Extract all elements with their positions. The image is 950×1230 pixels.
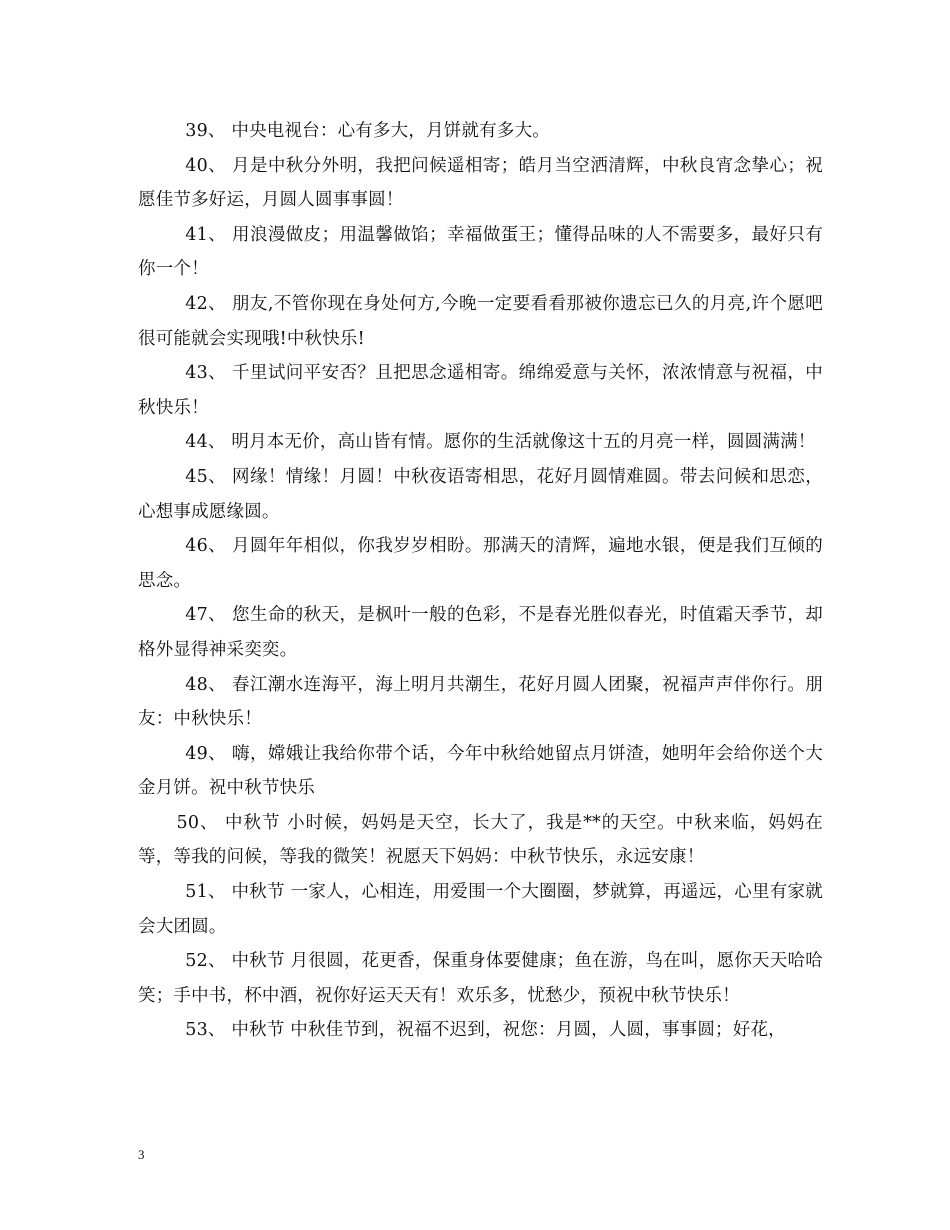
- paragraph-51: 51、 中秋节 一家人，心相连，用爱围一个大圈圈，梦就算，再遥远，心里有家就会大团圆。: [138, 882, 823, 937]
- page-number: 3: [138, 1147, 145, 1162]
- paragraph-45: 45、 网缘！情缘！月圆！中秋夜语寄相思，花好月圆情难圆。带去问候和思恋，心想事成愿缘圆。: [138, 466, 823, 522]
- paragraph-48: 48、 春江潮水连海平，海上明月共潮生，花好月圆人团聚，祝福声声伴你行。朋友：中秋快乐！: [138, 674, 823, 730]
- paragraph-50: 50、 中秋节 小时候，妈妈是天空，长大了，我是**的天空。中秋来临，妈妈在等，等我的问候，等我的微笑！祝愿天下妈妈：中秋节快乐，永远安康！: [138, 812, 823, 868]
- paragraph-44: 44、 明月本无价，高山皆有情。愿你的生活就像这十五的月亮一样，圆圆满满！: [185, 432, 816, 453]
- paragraph-46: 46、 月圆年年相似，你我岁岁相盼。那满天的清辉，遍地水银，便是我们互倾的思念。: [138, 536, 823, 591]
- paragraph-41: 41、 用浪漫做皮；用温馨做馅；幸福做蛋王；懂得品味的人不需要多，最好只有你一个！: [138, 224, 823, 280]
- paragraph-49: 49、 嗨，嫦娥让我给你带个话，今年中秋给她留点月饼渣，她明年会给你送个大金月饼。祝中秋节快乐: [138, 743, 823, 799]
- paragraph-47: 47、 您生命的秋天，是枫叶一般的色彩，不是春光胜似春光，时值霜天季节，却格外显得神采奕奕。: [138, 605, 823, 660]
- paragraph-39: 39、 中央电视台：心有多大，月饼就有多大。: [185, 121, 550, 141]
- document-body: [138, 114, 823, 1048]
- paragraph-42: 42、 朋友,不管你现在身处何方,今晚一定要看看那被你遗忘已久的月亮,许个愿吧很可能就会实现哦!中秋快乐!: [138, 293, 823, 349]
- paragraph-52: 52、 中秋节 月很圆，花更香，保重身体要健康；鱼在游，鸟在叫，愿你天天哈哈笑；手中书，杯中酒，祝你好运天天有！欢乐多，忧愁少，预祝中秋节快乐！: [138, 951, 823, 1006]
- paragraph-53: 53、 中秋节 中秋佳节到，祝福不迟到，祝您：月圆，人圆，事事圆；好花，: [185, 1020, 786, 1041]
- paragraph-40: 40、 月是中秋分外明，我把问候遥相寄；皓月当空洒清辉，中秋良宵念挚心；祝愿佳节多好运，月圆人圆事事圆！: [138, 155, 823, 211]
- paragraph-43: 43、 千里试问平安否？且把思念遥相寄。绵绵爱意与关怀，浓浓情意与祝福，中秋快乐！: [138, 363, 823, 418]
